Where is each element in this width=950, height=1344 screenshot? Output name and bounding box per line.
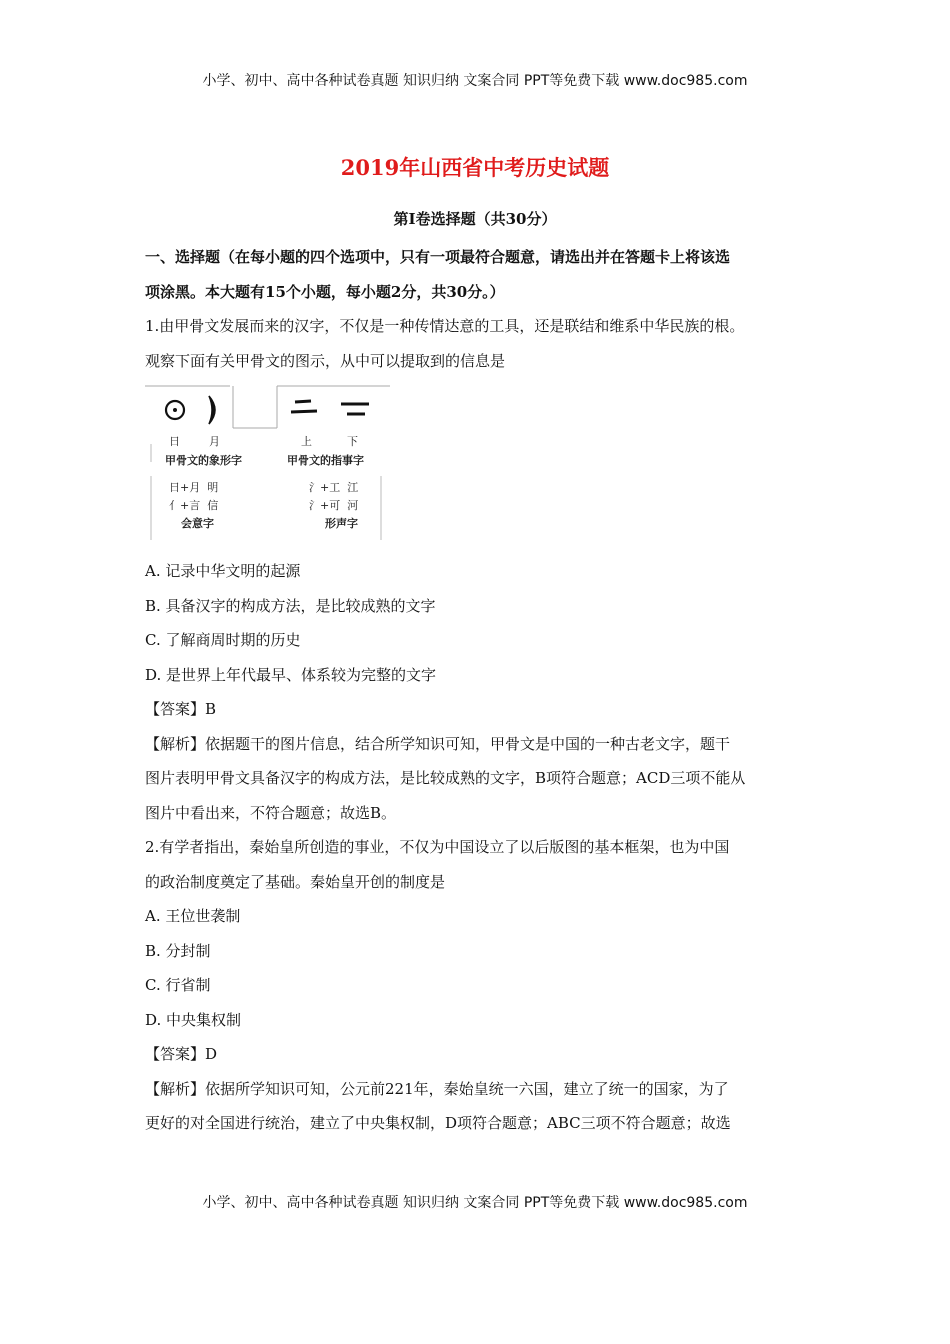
- up-glyph-icon: [291, 401, 317, 412]
- page-footer: 小学、初中、高中各种试卷真题 知识归纳 文案合同 PPT等免费下载 www.doc985.com: [202, 1195, 748, 1211]
- section-instructions: 一、选择题（在每小题的四个选项中，只有一项最符合题意，请选出并在答题卡上将该选: [145, 248, 731, 266]
- q1-option-d: D. 是世界上年代最早、体系较为完整的文字: [145, 665, 437, 684]
- q2-option-c: C. 行省制: [145, 976, 211, 994]
- q1-analysis: 【解析】依据题干的图片信息，结合所学知识可知，甲骨文是中国的一种古老文字，题干: [145, 734, 731, 753]
- question-2-stem-cont: 的政治制度奠定了基础。秦始皇开创的制度是: [145, 872, 446, 891]
- page-title: 2019年山西省中考历史试题: [340, 155, 610, 180]
- q2-answer: 【答案】D: [145, 1045, 218, 1063]
- indicative-caption: 甲骨文的指事字: [287, 454, 364, 467]
- ideogram-row-2: 亻+言 信: [169, 499, 219, 512]
- q1-analysis-end: 图片中看出来，不符合题意；故选B。: [145, 803, 397, 822]
- question-2-stem: 2.有学者指出，秦始皇所创造的事业，不仅为中国设立了以后版图的基本框架，也为中国: [145, 838, 730, 856]
- q1-option-b: B. 具备汉字的构成方法，是比较成熟的文字: [145, 596, 436, 615]
- q2-analysis: 【解析】依据所学知识可知，公元前221年，秦始皇统一六国，建立了统一的国家，为了: [145, 1079, 729, 1098]
- label-down: 下: [347, 435, 358, 448]
- q1-answer: 【答案】B: [145, 700, 217, 718]
- phonogram-row-2: 氵+可 河: [309, 499, 359, 512]
- phonogram-row-1: 氵+工 江: [309, 481, 359, 494]
- ideogram-row-1: 日+月 明: [169, 481, 219, 494]
- question-1-stem: 1.由甲骨文发展而来的汉字，不仅是一种传情达意的工具，还是联结和维系中华民族的根。: [145, 317, 745, 335]
- label-up: 上: [301, 435, 312, 448]
- q2-option-b: B. 分封制: [145, 941, 211, 960]
- q2-option-a: A. 王位世袭制: [145, 907, 241, 925]
- oracle-bone-figure: [145, 384, 390, 544]
- ideogram-caption: 会意字: [181, 517, 214, 530]
- label-moon: 月: [209, 435, 220, 448]
- down-glyph-icon: [341, 404, 369, 414]
- moon-glyph-icon: [209, 396, 215, 424]
- phonogram-caption: 形声字: [325, 517, 358, 530]
- section-instructions-cont: 项涂黑。本大题有15个小题，每小题2分，共30分。）: [145, 282, 505, 301]
- label-sun: 日: [169, 435, 180, 448]
- q2-option-d: D. 中央集权制: [145, 1010, 242, 1029]
- page-header: 小学、初中、高中各种试卷真题 知识归纳 文案合同 PPT等免费下载 www.doc985.com: [202, 73, 748, 89]
- q1-analysis-cont: 图片表明甲骨文具备汉字的构成方法，是比较成熟的文字，B项符合题意；ACD三项不能从: [145, 769, 746, 787]
- q1-option-a: A. 记录中华文明的起源: [145, 562, 301, 580]
- document-body: [145, 240, 810, 1141]
- q2-analysis-cont: 更好的对全国进行统治，建立了中央集权制，D项符合题意；ABC三项不符合题意；故选: [145, 1114, 731, 1132]
- pictograph-caption: 甲骨文的象形字: [165, 454, 242, 467]
- question-1-stem-cont: 观察下面有关甲骨文的图示，从中可以提取到的信息是: [145, 351, 506, 370]
- section-subtitle: 第Ⅰ卷选择题（共30分）: [393, 210, 557, 228]
- q1-option-c: C. 了解商周时期的历史: [145, 631, 301, 649]
- sun-glyph-icon: [166, 401, 184, 419]
